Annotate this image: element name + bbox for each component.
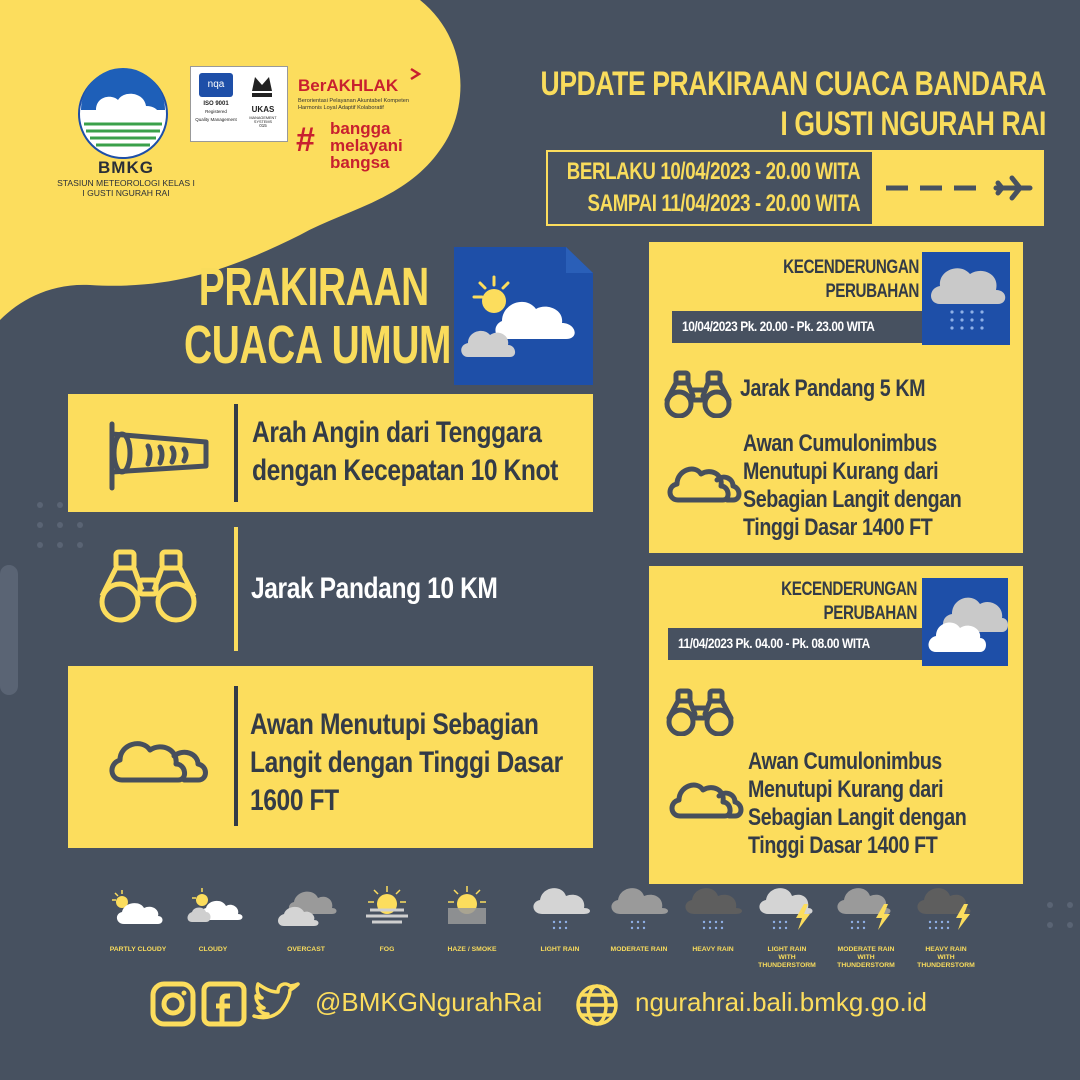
iso-sub-2: Quality Management <box>195 117 237 122</box>
wind-text-line-1: Arah Angin dari Tenggara <box>252 416 542 449</box>
hashtag-icon: # <box>296 121 315 159</box>
trend-1-cloud-line-4: Tinggi Dasar 1400 FT <box>743 514 933 541</box>
berakhlak-sub-2: Harmonis Loyal Adaptif Kolaboratif <box>298 105 384 111</box>
trend-2-label-line-1: KECENDERUNGAN <box>781 579 917 600</box>
legend-label-light-rain-thunder: LIGHT RAIN WITH THUNDERSTORM <box>758 946 816 969</box>
trend-2-label-line-2: PERUBAHAN <box>823 603 917 624</box>
general-title-line-2: CUACA UMUM <box>184 315 452 375</box>
bmkg-acronym: BMKG <box>98 158 154 177</box>
wind-card <box>68 394 593 512</box>
bangga-line-2: melayani <box>330 136 403 155</box>
legend-light-rain-icon <box>533 888 590 929</box>
legend-overcast-icon <box>278 892 337 926</box>
legend-label-cloudy: CLOUDY <box>198 946 228 953</box>
bangga-line-1: bangga <box>330 119 391 138</box>
legend-heavy-rain-icon <box>685 888 742 929</box>
legend-label-fog: FOG <box>379 946 395 953</box>
station-line-1: STASIUN METEOROLOGI KELAS I <box>57 178 195 188</box>
twitter-icon <box>254 984 298 1018</box>
cloudy-icon <box>922 578 1008 666</box>
legend-label-overcast: OVERCAST <box>287 946 325 953</box>
nqa-logo: nqa <box>199 73 233 97</box>
trend-1-cloud-line-3: Sebagian Langit dengan <box>743 486 962 513</box>
main-title-line-2: I GUSTI NGURAH RAI <box>780 105 1046 143</box>
legend-label-haze: HAZE / SMOKE <box>447 946 497 953</box>
globe-icon <box>574 982 620 1028</box>
trend-1-visibility: Jarak Pandang 5 KM <box>740 375 926 402</box>
social-icons <box>150 980 310 1030</box>
trend-1-icon-box <box>922 252 1010 345</box>
trend-card-2 <box>649 566 1023 884</box>
legend-fog-icon <box>366 886 408 922</box>
trend-1-period: 10/04/2023 Pk. 20.00 - Pk. 23.00 WITA <box>682 318 875 334</box>
trend-2-cloud-line-2: Menutupi Kurang dari <box>748 776 944 803</box>
divider <box>234 686 238 826</box>
trend-2-cloud-line-4: Tinggi Dasar 1400 FT <box>748 832 938 859</box>
divider <box>234 404 238 502</box>
trend-2-period: 11/04/2023 Pk. 04.00 - Pk. 08.00 WITA <box>678 635 870 651</box>
legend-heavy-rain-thunder-icon <box>917 888 970 930</box>
airplane-runway-icon <box>884 170 1034 206</box>
trend-1-label-line-2: PERUBAHAN <box>825 281 919 302</box>
main-title-line-1: UPDATE PRAKIRAAN CUACA BANDARA <box>540 65 1046 103</box>
station-line-2: I GUSTI NGURAH RAI <box>82 188 170 198</box>
binoculars-icon <box>665 688 735 736</box>
legend-label-partly-cloudy: PARTLY CLOUDY <box>109 946 167 953</box>
trend-2-cloud-line-1: Awan Cumulonimbus <box>748 748 942 775</box>
trend-1-cloud-line-1: Awan Cumulonimbus <box>743 430 937 457</box>
legend-label-light-rain: LIGHT RAIN <box>540 946 580 953</box>
berakhlak-sub-1: Berorientasi Pelayanan Akuntabel Kompeten <box>298 98 410 104</box>
legend-moderate-rain-thunder-icon <box>837 888 890 930</box>
instagram-icon <box>153 984 193 1024</box>
bmkg-logo-icon <box>78 66 168 162</box>
cloud-card <box>68 666 593 848</box>
certification-badges <box>190 66 288 142</box>
heavy-rain-icon <box>922 252 1010 345</box>
legend-label-moderate-rain: MODERATE RAIN <box>610 946 668 953</box>
website-link[interactable]: ngurahrai.bali.bmkg.go.id <box>635 987 927 1017</box>
legend-label-heavy-rain: HEAVY RAIN <box>692 946 734 953</box>
legend-moderate-rain-icon <box>611 888 668 929</box>
ukas-label: UKAS <box>251 105 275 114</box>
trend-2-cloud-line-3: Sebagian Langit dengan <box>748 804 967 831</box>
iso-label: ISO 9001 <box>203 101 229 107</box>
trend-card-1 <box>649 242 1023 553</box>
visibility-text: Jarak Pandang 10 KM <box>251 572 498 605</box>
chevron-right-icon <box>408 66 424 82</box>
cloud-icon <box>102 728 212 790</box>
iso-sub-1: Registered <box>205 109 227 114</box>
wind-text-line-2: dengan Kecepatan 10 Knot <box>252 454 558 487</box>
cloud-text-line-2: Langit dengan Tinggi Dasar <box>250 746 563 779</box>
binoculars-icon <box>96 548 200 624</box>
partly-cloudy-icon <box>454 247 593 385</box>
legend-label-moderate-rain-thunder: MODERATE RAIN WITH THUNDERSTORM <box>837 946 895 969</box>
berakhlak-title: BerAKHLAK <box>298 76 399 95</box>
ukas-number: 015 <box>259 123 267 128</box>
legend-haze-icon <box>448 886 486 924</box>
trend-1-label-line-1: KECENDERUNGAN <box>783 257 919 278</box>
crown-icon <box>249 71 275 101</box>
windsock-icon <box>98 416 218 492</box>
binoculars-icon <box>663 370 733 418</box>
ukas-sub: MANAGEMENT SYSTEMS <box>249 116 277 124</box>
trend-1-cloud-line-2: Menutupi Kurang dari <box>743 458 939 485</box>
bangga-line-3: bangsa <box>330 153 390 172</box>
legend-icons <box>0 880 1080 944</box>
legend-label-heavy-rain-thunder: HEAVY RAIN WITH THUNDERSTORM <box>917 946 975 969</box>
valid-from-text: BERLAKU 10/04/2023 - 20.00 WITA <box>566 158 861 185</box>
cloud-icon <box>663 456 743 506</box>
trend-2-icon-box <box>922 578 1008 666</box>
general-title-line-1: PRAKIRAAN <box>198 257 429 317</box>
facebook-icon <box>204 984 244 1024</box>
cloud-text-line-3: 1600 FT <box>250 784 339 817</box>
legend-cloudy-icon <box>188 888 243 922</box>
divider <box>234 527 238 651</box>
legend-light-rain-thunder-icon <box>759 888 812 930</box>
social-handle[interactable]: @BMKGNgurahRai <box>315 987 543 1017</box>
legend-partly-cloudy-icon <box>112 890 163 924</box>
general-weather-icon-box <box>454 247 593 385</box>
cloud-icon <box>665 772 745 822</box>
cloud-text-line-1: Awan Menutupi Sebagian <box>250 708 539 741</box>
valid-to-text: SAMPAI 11/04/2023 - 20.00 WITA <box>587 190 861 217</box>
